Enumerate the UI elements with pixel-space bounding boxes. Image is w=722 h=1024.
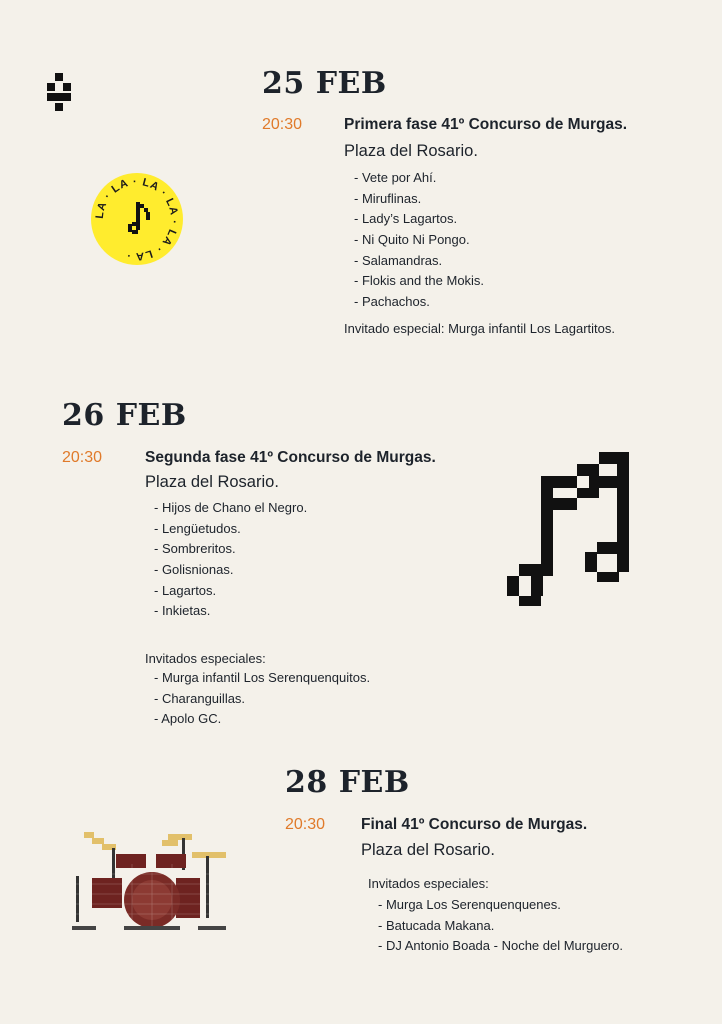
list-item: - Ni Quito Ni Pongo. — [354, 232, 470, 248]
badge-text: LA · LA · LA · LA · LA · LA · — [93, 175, 181, 263]
list-item: - Sombreritos. — [154, 541, 236, 557]
guests-label: Invitados especiales: — [145, 651, 266, 666]
pixel-sparkle-icon — [47, 73, 73, 111]
list-item: - Hijos de Chano el Negro. — [154, 500, 308, 515]
list-item: - Lengüetudos. — [154, 520, 241, 536]
list-item: - Lagartos. — [154, 582, 217, 598]
event-time: 20:30 — [262, 116, 303, 133]
event-date: 26 FEB — [62, 398, 187, 433]
participants-list — [354, 168, 484, 313]
event-venue: Plaza del Rosario. — [344, 142, 478, 160]
list-item: - Salamandras. — [354, 252, 443, 268]
list-item: - Apolo GC. — [154, 711, 222, 727]
list-item: - Charanguillas. — [154, 690, 246, 706]
list-item: - Murga infantil Los Serenquenquitos. — [154, 670, 371, 685]
la-la-badge-icon — [90, 172, 184, 266]
special-guest-note: Invitado especial: Murga infantil Los Lagartitos. — [344, 321, 615, 336]
event-time: 20:30 — [62, 449, 103, 466]
event-time: 20:30 — [285, 816, 326, 833]
guests-list — [378, 895, 623, 957]
drum-kit-icon — [72, 824, 232, 934]
list-item: - Vete por Ahí. — [354, 170, 437, 185]
list-item: - Pachachos. — [354, 294, 430, 310]
event-date: 28 FEB — [285, 765, 410, 800]
event-date: 25 FEB — [262, 66, 387, 101]
list-item: - Miruflinas. — [354, 190, 422, 206]
event-venue: Plaza del Rosario. — [145, 473, 279, 491]
list-item: - Inkietas. — [154, 603, 211, 619]
music-note-icon — [507, 452, 631, 608]
list-item: - Murga Los Serenquenquenes. — [378, 897, 561, 912]
guests-label: Invitados especiales: — [368, 876, 489, 891]
event-venue: Plaza del Rosario. — [361, 841, 495, 859]
list-item: - Batucada Makana. — [378, 917, 495, 933]
event-title: Segunda fase 41º Concurso de Murgas. — [145, 449, 436, 466]
event-title: Final 41º Concurso de Murgas. — [361, 816, 588, 833]
guests-list — [154, 668, 370, 730]
event-title: Primera fase 41º Concurso de Murgas. — [344, 116, 628, 133]
participants-list — [154, 498, 307, 622]
list-item: - Lady’s Lagartos. — [354, 211, 458, 227]
list-item: - Golisnionas. — [154, 562, 234, 578]
list-item: - Flokis and the Mokis. — [354, 273, 485, 289]
list-item: - DJ Antonio Boada - Noche del Murguero. — [378, 938, 623, 954]
